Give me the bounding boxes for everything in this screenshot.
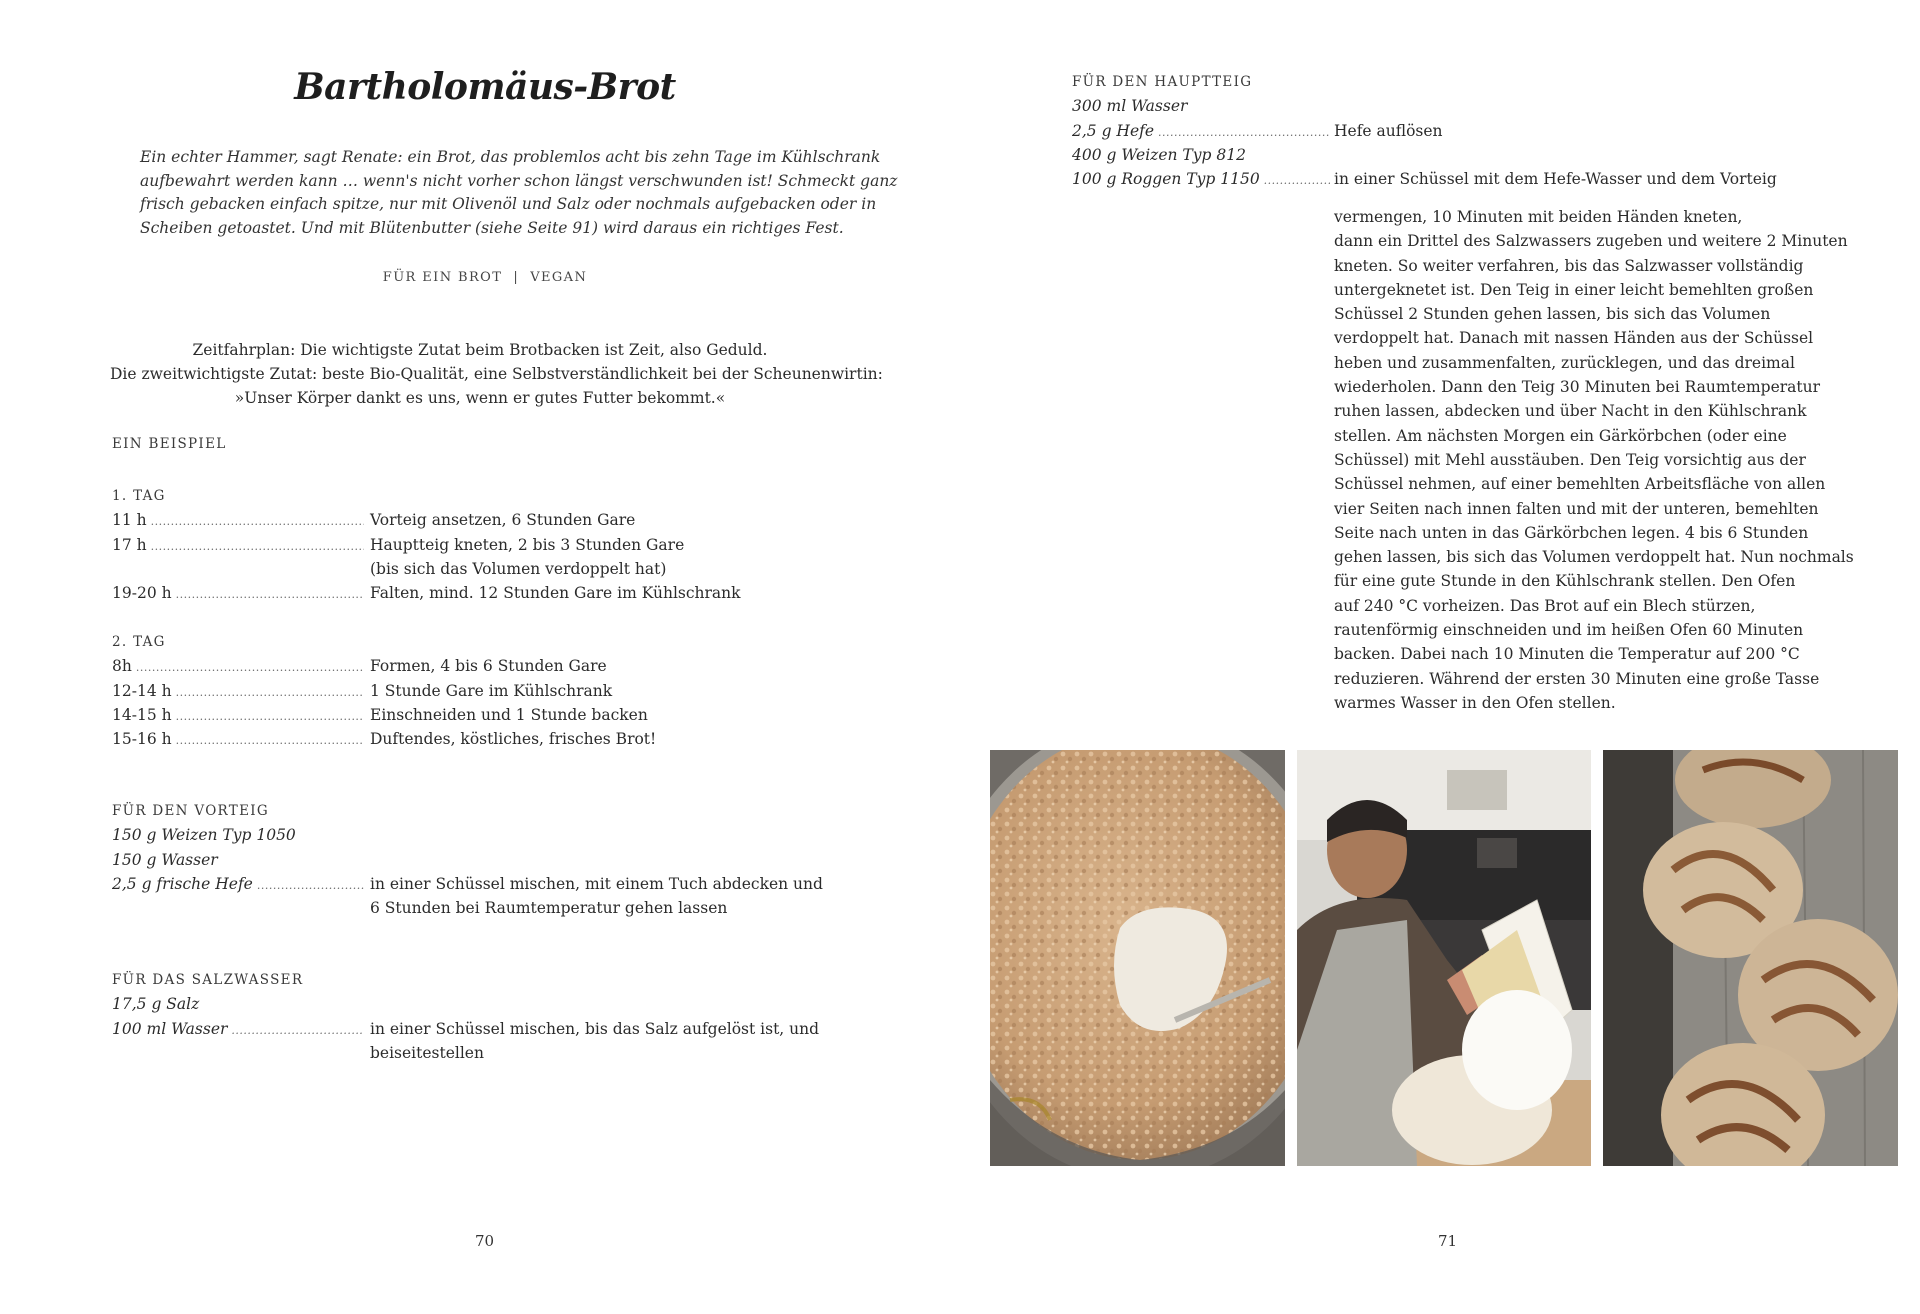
hauptteig-instructions <box>1334 205 1854 715</box>
schedule-row <box>112 727 872 751</box>
ingredient: 2,5 g frische Hefe ..... <box>112 872 364 898</box>
schedule-row <box>112 654 872 678</box>
schedule-row <box>112 679 872 703</box>
schedule-task: Formen, 4 bis 6 Stunden Gare <box>370 657 607 676</box>
day1-schedule <box>112 484 872 605</box>
schedule-task: (bis sich das Volumen verdoppelt hat) <box>370 559 667 578</box>
baker-kneading-photo <box>1297 750 1591 1166</box>
recipe-intro <box>140 146 898 240</box>
schedule-task: Vorteig ansetzen, 6 Stunden Gare <box>370 511 636 530</box>
instruction-line: untergeknetet ist. Den Teig in einer leicht bemehlten großen <box>1334 280 1814 299</box>
intro-line: aufbewahrt werden kann … wenn's nicht vorher schon längst verschwunden ist! Schmeckt ganz <box>140 171 898 190</box>
instruction-line: auf 240 °C vorheizen. Das Brot auf ein Blech stürzen, <box>1334 596 1756 615</box>
instruction-line: backen. Dabei nach 10 Minuten die Temperatur auf 200 °C <box>1334 645 1800 664</box>
schedule-time: 11 h ..... <box>112 508 364 534</box>
schedule-row <box>112 533 872 557</box>
schedule-row <box>112 703 872 727</box>
schedule-time: 17 h ..... <box>112 533 364 559</box>
instruction-line: dann ein Drittel des Salzwassers zugeben und weitere 2 Minuten <box>1334 232 1848 251</box>
ingredient-row <box>112 872 872 896</box>
ingredient-row <box>112 848 872 872</box>
ingredient: 150 g Weizen Typ 1050 <box>112 826 296 845</box>
zeitplan-text <box>110 338 883 410</box>
page-number: 70 <box>475 1232 495 1250</box>
ingredient: 300 ml Wasser <box>1072 97 1188 116</box>
page-number: 71 <box>1438 1232 1458 1250</box>
ingredient-row <box>1072 119 1912 143</box>
ingredient: 2,5 g Hefe ..... <box>1072 119 1330 145</box>
bread-loaves-photo <box>1603 750 1898 1166</box>
instruction-line: wiederholen. Dann den Teig 30 Minuten bei Raumtemperatur <box>1334 378 1821 397</box>
instruction-line: Schüssel nehmen, auf einer bemehlten Arbeitsfläche von allen <box>1334 475 1826 494</box>
instruction: in einer Schüssel mischen, bis das Salz aufgelöst ist, und <box>370 1019 820 1038</box>
intro-line: Ein echter Hammer, sagt Renate: ein Brot, das problemlos acht bis zehn Tage im Kühlschrank <box>140 148 881 166</box>
zeitplan-line: »Unser Körper dankt es uns, wenn er gutes Futter bekommt.« <box>234 389 726 407</box>
instruction: in einer Schüssel mischen, mit einem Tuch abdecken und <box>370 874 823 893</box>
ingredient-row <box>112 1017 872 1041</box>
schedule-task: Hauptteig kneten, 2 bis 3 Stunden Gare <box>370 535 685 554</box>
vorteig-heading: FÜR DEN VORTEIG <box>112 803 269 819</box>
instruction-line: Schüssel 2 Stunden gehen lassen, bis sich das Volumen <box>1334 305 1771 324</box>
instruction-line: rautenförmig einschneiden und im heißen Ofen 60 Minuten <box>1334 621 1804 640</box>
dough-in-pot-image <box>990 750 1285 1166</box>
instruction-line: Seite nach unten in das Gärkörbchen legen. 4 bis 6 Stunden <box>1334 523 1809 542</box>
instruction-line: für eine gute Stunde in den Kühlschrank stellen. Den Ofen <box>1334 572 1796 591</box>
schedule-time: 19-20 h ..... <box>112 581 364 607</box>
schedule-task: Duftendes, köstliches, frisches Brot! <box>370 730 657 749</box>
schedule-task: Falten, mind. 12 Stunden Gare im Kühlschrank <box>370 584 741 603</box>
intro-line: Scheiben getoastet. Und mit Blütenbutter (siehe Seite 91) wird daraus ein richtiges Fest. <box>140 218 844 237</box>
schedule-task: 1 Stunde Gare im Kühlschrank <box>370 681 613 700</box>
instruction-line: gehen lassen, bis sich das Volumen verdoppelt hat. Nun nochmals <box>1334 548 1854 567</box>
salzwasser-section <box>112 968 872 1065</box>
schedule-row <box>112 581 872 605</box>
schedule-time: 15-16 h ..... <box>112 727 364 753</box>
ingredient-row <box>1072 94 1912 118</box>
schedule-task: Einschneiden und 1 Stunde backen <box>370 705 648 724</box>
salzwasser-heading: FÜR DAS SALZWASSER <box>112 972 304 988</box>
beispiel-heading: EIN BEISPIEL <box>112 436 227 452</box>
intro-line: frisch gebacken einfach spitze, nur mit Olivenöl und Salz oder nochmals aufgebacken oder in <box>140 195 877 213</box>
instruction-line: Schüssel) mit Mehl ausstäuben. Den Teig vorsichtig aus der <box>1334 450 1806 469</box>
right-page <box>960 0 1920 1314</box>
day1-heading: 1. TAG <box>112 488 166 504</box>
ingredient: 400 g Weizen Typ 812 <box>1072 145 1246 164</box>
instruction: in einer Schüssel mit dem Hefe-Wasser und dem Vorteig <box>1334 170 1777 189</box>
ingredient-row <box>1072 143 1912 167</box>
ingredient-row <box>112 896 872 920</box>
instruction-line: stellen. Am nächsten Morgen ein Gärkörbchen (oder eine <box>1334 426 1787 445</box>
instruction: 6 Stunden bei Raumtemperatur gehen lassen <box>370 899 728 918</box>
ingredient: 100 ml Wasser ..... <box>112 1017 364 1043</box>
instruction-line: kneten. So weiter verfahren, bis das Salzwasser vollständig <box>1334 256 1804 275</box>
vorteig-section <box>112 799 872 920</box>
ingredient-row <box>112 1041 872 1065</box>
instruction-line: vier Seiten nach innen falten und mit der unteren, bemehlten <box>1334 499 1819 518</box>
hauptteig-heading: FÜR DEN HAUPTTEIG <box>1072 74 1253 90</box>
baker-kneading-image <box>1297 750 1591 1166</box>
day2-heading: 2. TAG <box>112 634 166 650</box>
schedule-row <box>112 508 872 532</box>
ingredient: 100 g Roggen Typ 1150 ..... <box>1072 167 1330 193</box>
recipe-title: Bartholomäus-Brot <box>294 66 676 108</box>
bread-loaves-image <box>1603 750 1898 1166</box>
schedule-time: 12-14 h ..... <box>112 679 364 705</box>
schedule-time: 8h ..... <box>112 654 364 680</box>
ingredient: 150 g Wasser <box>112 850 218 869</box>
dough-in-pot-photo <box>990 750 1285 1166</box>
ingredient-row <box>112 823 872 847</box>
instruction-line: ruhen lassen, abdecken und über Nacht in den Kühlschrank <box>1334 402 1807 421</box>
hauptteig-section <box>1072 70 1912 191</box>
instruction-line: heben und zusammenfalten, zurücklegen, und das dreimal <box>1334 353 1795 372</box>
instruction-line: reduzieren. Während der ersten 30 Minuten eine große Tasse <box>1334 669 1820 688</box>
instruction-line: vermengen, 10 Minuten mit beiden Händen kneten, <box>1334 208 1743 226</box>
instruction-line: warmes Wasser in den Ofen stellen. <box>1334 693 1616 712</box>
instruction: Hefe auflösen <box>1334 121 1443 140</box>
recipe-meta: FÜR EIN BROT | VEGAN <box>382 270 588 285</box>
instruction: beiseitestellen <box>370 1043 484 1062</box>
day2-schedule <box>112 630 872 751</box>
schedule-time: 14-15 h ..... <box>112 703 364 729</box>
zeitplan-line: Zeitfahrplan: Die wichtigste Zutat beim Brotbacken ist Zeit, also Geduld. <box>192 341 768 359</box>
ingredient-row <box>1072 167 1912 191</box>
ingredient-row <box>112 992 872 1016</box>
schedule-row <box>112 557 872 581</box>
zeitplan-line: Die zweitwichtigste Zutat: beste Bio-Qualität, eine Selbstverständlichkeit bei der Scheunenwirtin: <box>110 365 883 383</box>
ingredient: 17,5 g Salz <box>112 995 200 1014</box>
instruction-line: verdoppelt hat. Danach mit nassen Händen aus der Schüssel <box>1334 329 1814 348</box>
